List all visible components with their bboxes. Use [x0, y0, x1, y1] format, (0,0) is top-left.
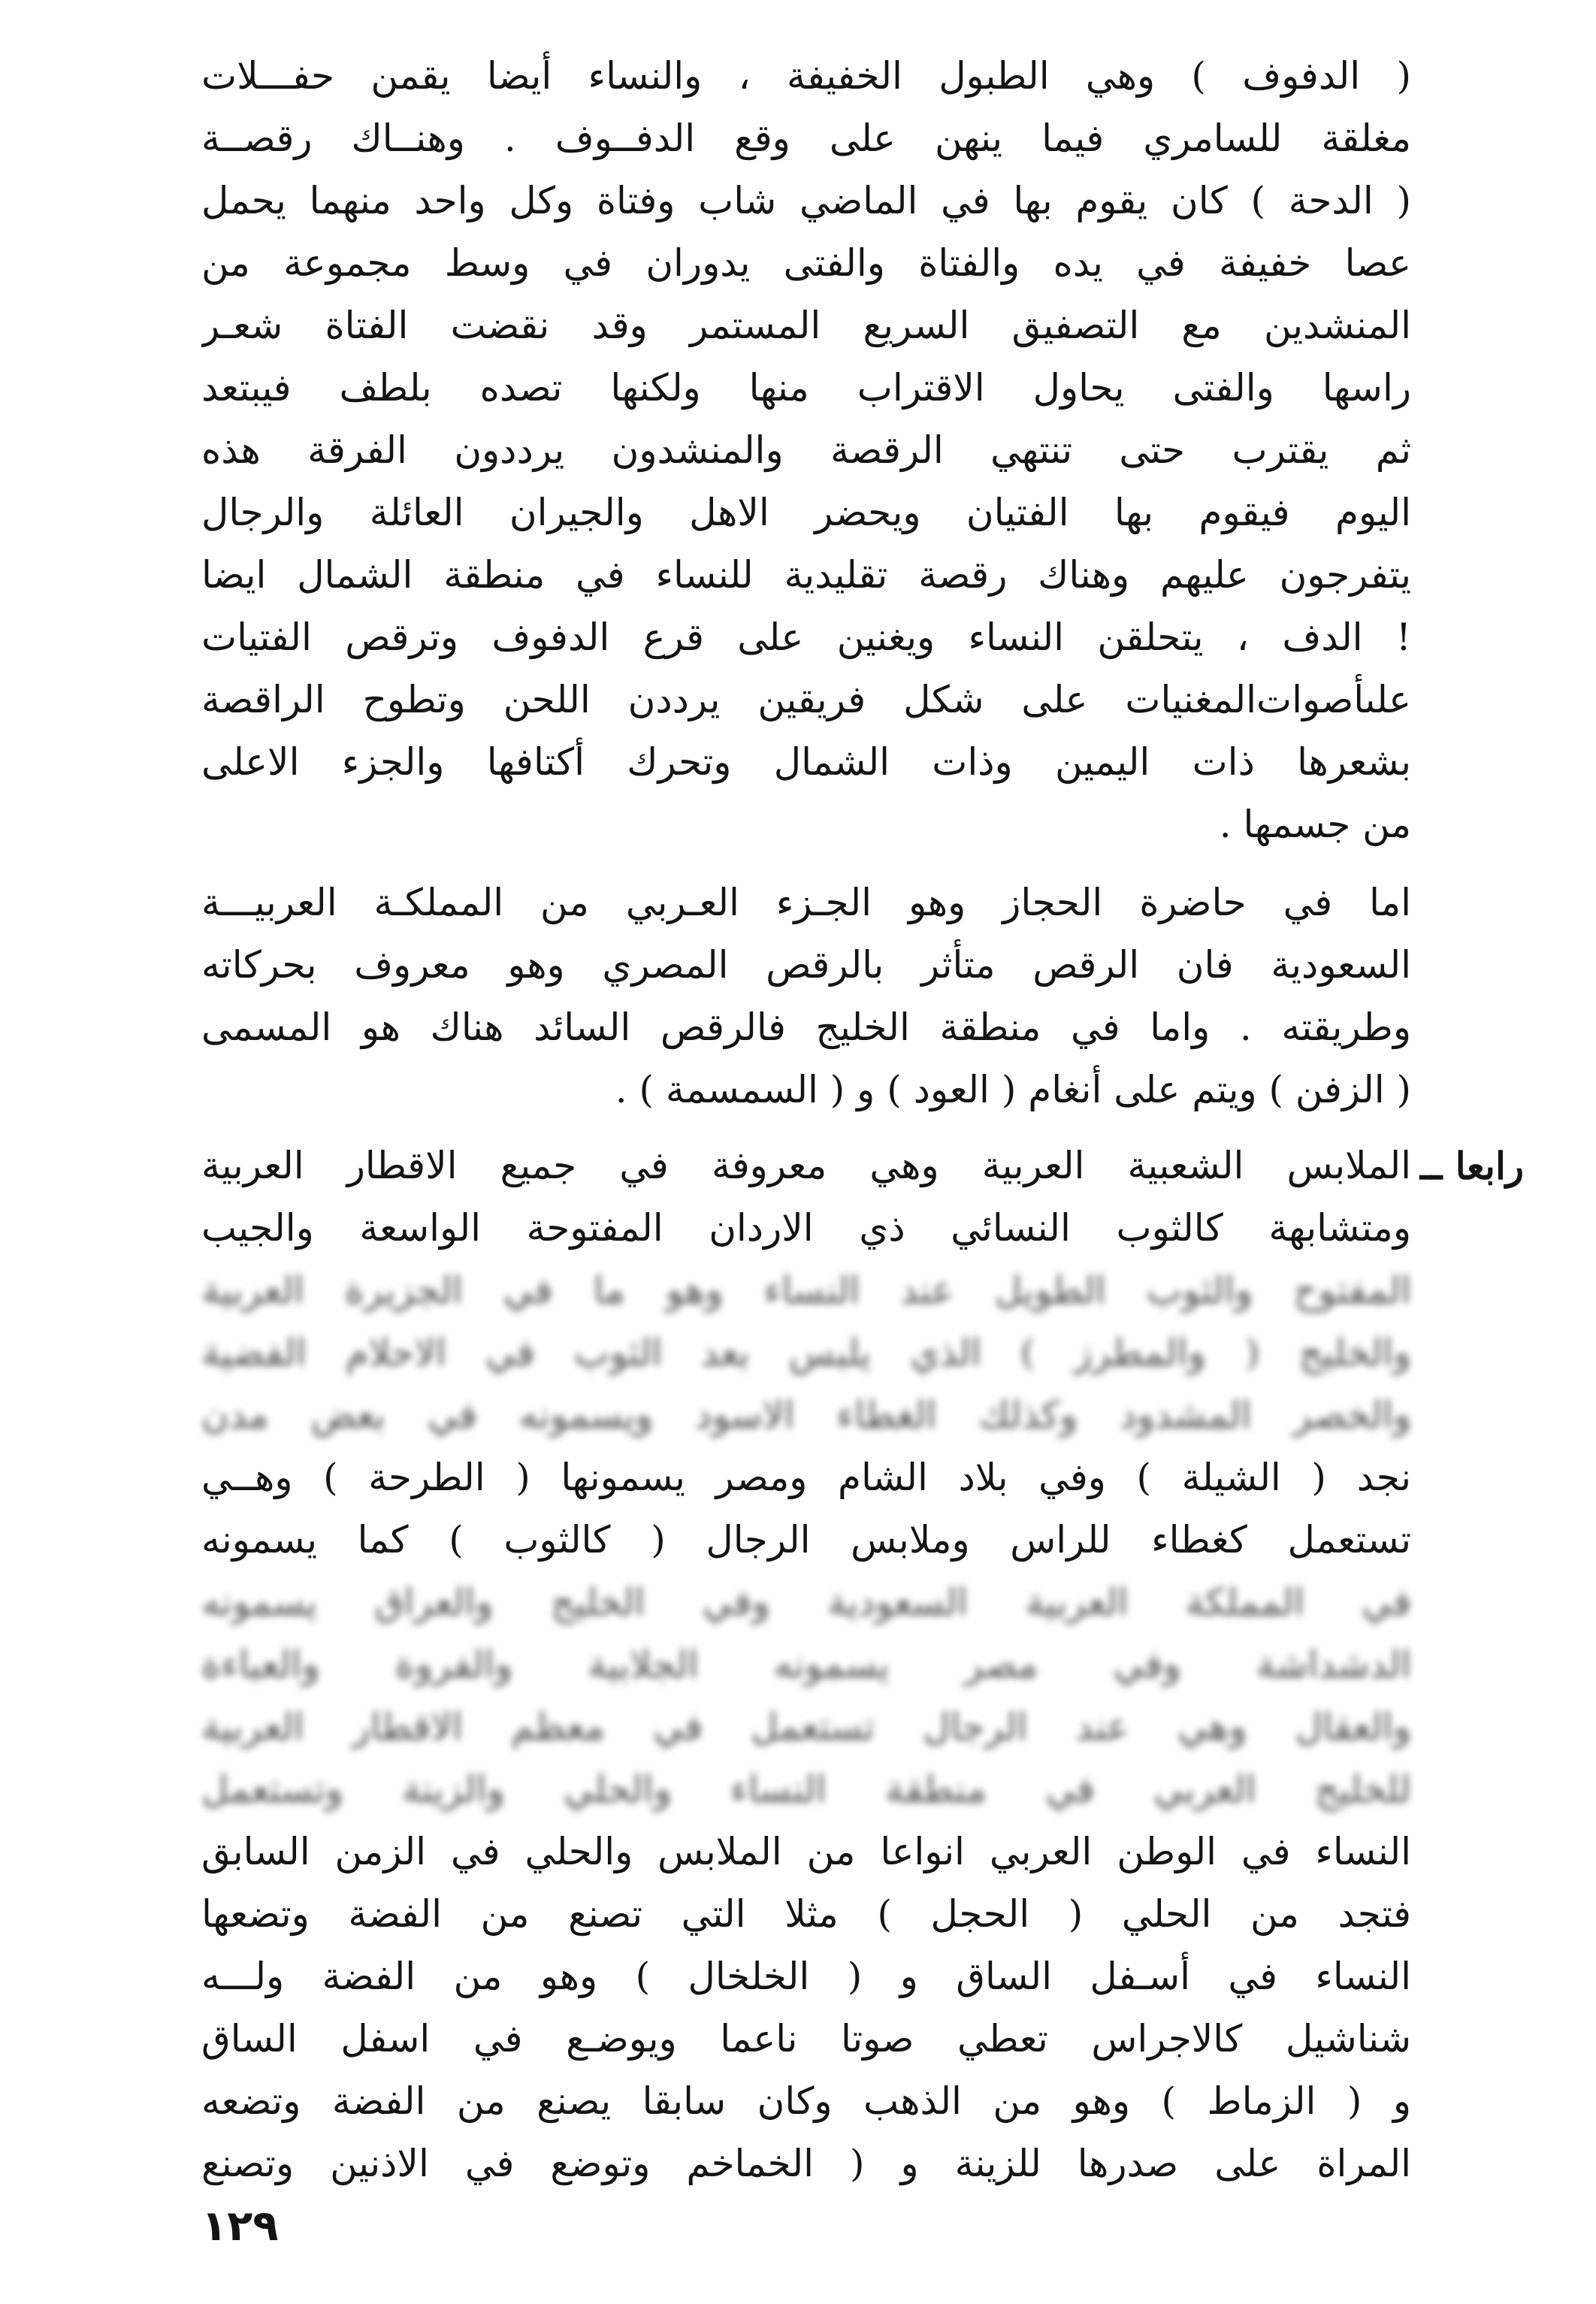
text-line: تستعمل كغطاء للراس وملابس الرجال ( كالثوب ) كما يسمونه — [201, 1518, 1411, 1562]
text-line: النساء في أسـفل الساق و ( الخلخال ) وهو من الفضة ولـــه — [201, 1955, 1411, 1998]
text-line: علىأصوات‌المغنيات على شكل فريقين يرددن اللحن وتطوح الراقصة — [201, 678, 1411, 721]
page-number: ١٢٩ — [201, 2202, 279, 2251]
text-line: بشعرها ذات اليمين وذات الشمال وتحرك أكتافها والجزء الاعلى — [201, 740, 1411, 784]
paragraph-hijaz-gulf — [201, 872, 1411, 1121]
text-line: ! الدف ، يتحلقن النساء ويغنين على قرع الدفوف وترقص الفتيات — [201, 615, 1411, 659]
text-line: مغلقة للسامري فيما ينهن على وقع الدفــوف . وهنــاك رقصــة — [201, 116, 1411, 160]
text-line-partially-blurred: ثم يقترب حتى تنتهي الرقصة والمنشدون يرددون الفرقة هذه — [201, 428, 1411, 472]
text-line-blurred: الدشداشة وفي مصر يسمونه الجلابية والفروة والعباءة — [201, 1643, 1411, 1686]
text-line: ومتشابهة كالثوب النسائي ذي الاردان المفتوحة الواسعة والجيب — [201, 1206, 1411, 1250]
paragraph-folk-costumes — [201, 1135, 1411, 2195]
text-line: راسها والفتى يحاول الاقتراب منها ولكنها تصده بلطف فيبتعد — [201, 366, 1411, 410]
text-line: ( الدحة ) كان يقوم بها في الماضي شاب وفتاة وكل واحد منهما يحمل — [201, 179, 1411, 222]
text-line-blurred: المفتوح والثوب الطويل عند النساء وهو ما في الجزيرة العربية — [201, 1268, 1411, 1312]
text-line: ( الدفوف ) وهي الطبول الخفيفة ، والنساء أيضا يقمن حفـــلات — [201, 54, 1411, 98]
text-line: وطريقته . واما في منطقة الخليج فالرقص السائد هناك هو المسمى — [201, 1005, 1411, 1049]
text-line: الملابس الشعبية العربية وهي معروفة في جميع الاقطار العربية — [201, 1144, 1411, 1187]
text-line: المنشدين مع التصفيق السريع المستمر وقد نقضت الفتاة شعـر — [201, 304, 1411, 347]
text-line: النساء في الوطن العربي انواعا من الملابس والحلي في الزمن السابق — [201, 1830, 1411, 1873]
text-line: اما في حاضرة الحجاز وهو الجـزء العـربي من المملكـة العربيـــة — [201, 881, 1411, 924]
text-line-partially-blurred: اليوم فيقوم بها الفتيان ويحضر الاهل والجيران العائلة والرجال — [201, 491, 1411, 534]
text-line: فتجد من الحلي ( الحجل ) مثلا التي تصنع من الفضة وتضعها — [201, 1892, 1411, 1936]
text-line-blurred: والخليج ( والمطرز ) الذي يلبس بعد الثوب في الاحلام الفضية — [201, 1331, 1411, 1374]
text-line: و ( الزماط ) وهو من الذهب وكان سابقا يصنع من الفضة وتضعه — [201, 2079, 1411, 2123]
text-line: عصا خفيفة في يده والفتاة والفتى يدوران في وسط مجموعة من — [201, 241, 1411, 285]
text-line-blurred: في المملكة العربية السعودية وفي الخليج والعراق يسمونه — [201, 1580, 1411, 1624]
text-line-blurred: والعقال وهي عند الرجال تستعمل في معظم الاقطار العربية — [201, 1705, 1411, 1749]
text-line: ( الزفن ) ويتم على أنغام ( العود ) و ( السمسمة ) . — [615, 1068, 1411, 1111]
text-line: من جسمها . — [1219, 803, 1411, 846]
text-line: المراة على صدرها للزينة و ( الخماخم وتوضع في الاذنين وتصنع — [201, 2142, 1411, 2185]
text-line-partially-blurred: يتفرجون عليهم وهناك رقصة تقليدية للنساء في منطقة الشمال ايضا — [201, 553, 1411, 597]
section-heading-fourth: رابعا ــ — [1419, 1144, 1524, 1188]
text-line-blurred: للخليج العربي في منطقة النساء والحلي والزينة وتستعمل — [201, 1767, 1411, 1811]
text-line: السعودية فان الرقص متأثر بالرقص المصري وهو معروف بحركاته — [201, 943, 1411, 987]
text-line: شناشيل كالاجراس تعطي صوتا ناعما ويوضـع في اسفل الساق — [201, 2017, 1411, 2061]
paragraph-dances — [201, 45, 1411, 856]
text-line-blurred: والخصر المشدود وكذلك الغطاء الاسود ويسمونه في بعض مدن — [201, 1393, 1411, 1437]
text-line: نجد ( الشيلة ) وفي بلاد الشام ومصر يسمونها ( الطرحة ) وهــي — [201, 1456, 1411, 1499]
